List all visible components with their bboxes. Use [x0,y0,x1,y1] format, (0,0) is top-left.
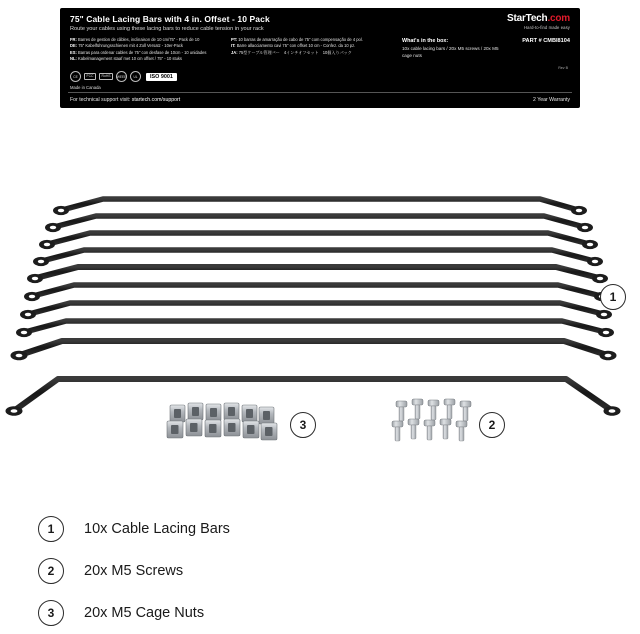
brand-name-domain: .com [547,13,570,24]
language-list-left [70,37,225,62]
revision-label: Rev B [558,66,568,71]
cage-nut [224,403,239,420]
cable-lacing-bar [16,321,614,337]
legend-bubble-1: 1 [38,516,64,542]
cage-nut [186,419,202,436]
cage-nut [243,421,259,438]
product-header-banner [60,8,580,108]
cage-nut [206,404,221,421]
cable-lacing-bar [45,216,593,232]
language-code-nl: NL: [70,55,77,61]
ce-mark-icon: CE [70,71,81,82]
support-url-link[interactable]: startech.com/support [131,97,181,104]
language-code-ja: JA: [231,49,238,55]
callout-bubble-1: 1 [600,284,626,310]
m5-screw [392,421,403,441]
whats-in-the-box-title: What's in the box: [402,37,449,44]
legend-item-2 [38,550,458,592]
language-code-fr: FR: [70,36,77,42]
language-text-pt: 10 barras de amarração de cabo de 75" com compensação de 4 pol. [238,36,363,42]
product-illustration-svg [0,165,640,465]
banner-middle-row [60,37,580,66]
m5-screws-group [392,399,471,441]
brand-tagline: Hard-to-find made easy [524,24,570,30]
made-in-label: Made in Canada [70,85,101,91]
whats-in-the-box-contents: 10x cable lacing bars / 20x M5 screws / 20x M5 cage nuts [402,46,499,58]
support-line [70,97,180,103]
product-title: 75" Cable Lacing Bars with 4 in. Offset - 10 Pack [70,14,270,24]
language-code-es: ES: [70,49,77,55]
m5-screw [412,399,423,419]
cage-nuts-group [167,403,277,440]
language-code-it: IT: [231,43,236,49]
m5-screw [444,399,455,419]
callout-bubble-3: 3 [290,412,316,438]
legend-item-1 [38,508,458,550]
cable-lacing-bar [53,199,587,215]
language-text-fr: Barres de gestion de câbles, inclinaison de 10 cm/75" - Pack de 10 [77,36,200,42]
ul-mark-icon: UL [130,71,141,82]
legend-label-2: 20x M5 Screws [84,563,184,579]
legend-bubble-3: 3 [38,600,64,626]
m5-screw [408,419,419,439]
brand-name [507,14,570,25]
m5-screw [428,400,439,420]
language-text-it: Barre allacciamento cavi 75" con offset 10 cm - Confez. da 10 pz. [236,43,356,49]
cage-nut [224,419,240,436]
cage-nut [167,421,183,438]
language-text-es: Barras para ordenar cables de 75" con desfase de 10cm - 10 unidades [77,49,207,55]
language-text-ja: 75型ケーブル管理バー 4インチオフセット 10個入りパック [238,49,352,55]
cage-nut [188,403,203,420]
certification-badges [70,66,400,90]
language-text-nl: Kabelmanagement staaf met 10 cm offset / 75" - 10 stuks [77,55,182,61]
cable-lacing-bar [24,285,610,301]
legend-label-3: 20x M5 Cage Nuts [84,605,205,621]
language-code-pt: PT: [231,36,238,42]
product-subtitle: Route your cables using these lacing bars to reduce cable tension in your rack [70,26,264,33]
language-line-nl [70,56,225,62]
warranty-label: 2 Year Warranty [532,97,570,104]
m5-screw [460,401,471,421]
m5-screw [456,421,467,441]
language-code-de: DE: [70,43,78,49]
legend-item-3 [38,592,458,634]
callout-bubble-2: 2 [479,412,505,438]
weee-mark-icon: WEEE [116,71,127,82]
m5-screw [424,420,435,440]
banner-bottom-row [60,93,580,108]
cable-lacing-bar [20,303,612,319]
cable-lacing-bar [39,233,598,249]
cable-lacing-bars-group [6,199,621,416]
legend-list [38,508,458,634]
cage-nut [205,420,221,437]
cage-nut [170,405,185,422]
banner-top-row [60,8,580,37]
m5-screw [396,401,407,421]
iso-9001-badge: ISO 9001 [146,73,177,81]
product-illustration [0,165,640,465]
support-prefix: For technical support visit: [70,97,131,104]
cable-lacing-bar [33,250,603,266]
language-list-right [231,37,396,62]
brand-logo [507,14,570,30]
brand-name-text: StarTech [507,13,548,24]
cage-nut [259,407,274,424]
banner-badges-row [60,66,580,92]
cage-nut [242,405,257,422]
legend-bubble-2: 2 [38,558,64,584]
revision-column [408,66,570,72]
banner-title-block [70,14,270,33]
cable-lacing-bar [11,341,617,360]
fcc-mark-icon: FCC [84,73,96,80]
m5-screw [440,419,451,439]
whats-in-the-box [402,37,507,62]
language-text-de: 75" Kabelführungsschienen mit 4 Zoll Versatz - 10er-Pack [78,43,183,49]
cable-lacing-bar [27,267,608,283]
cable-lacing-bar [6,379,621,416]
cage-nut [261,423,277,440]
rohs-mark-icon: RoHS [99,73,113,80]
part-number: PART # CMBI8104 [522,37,570,44]
language-line-ja [231,50,396,56]
certification-badge-group [70,71,400,82]
legend-label-1: 10x Cable Lacing Bars [84,521,230,537]
